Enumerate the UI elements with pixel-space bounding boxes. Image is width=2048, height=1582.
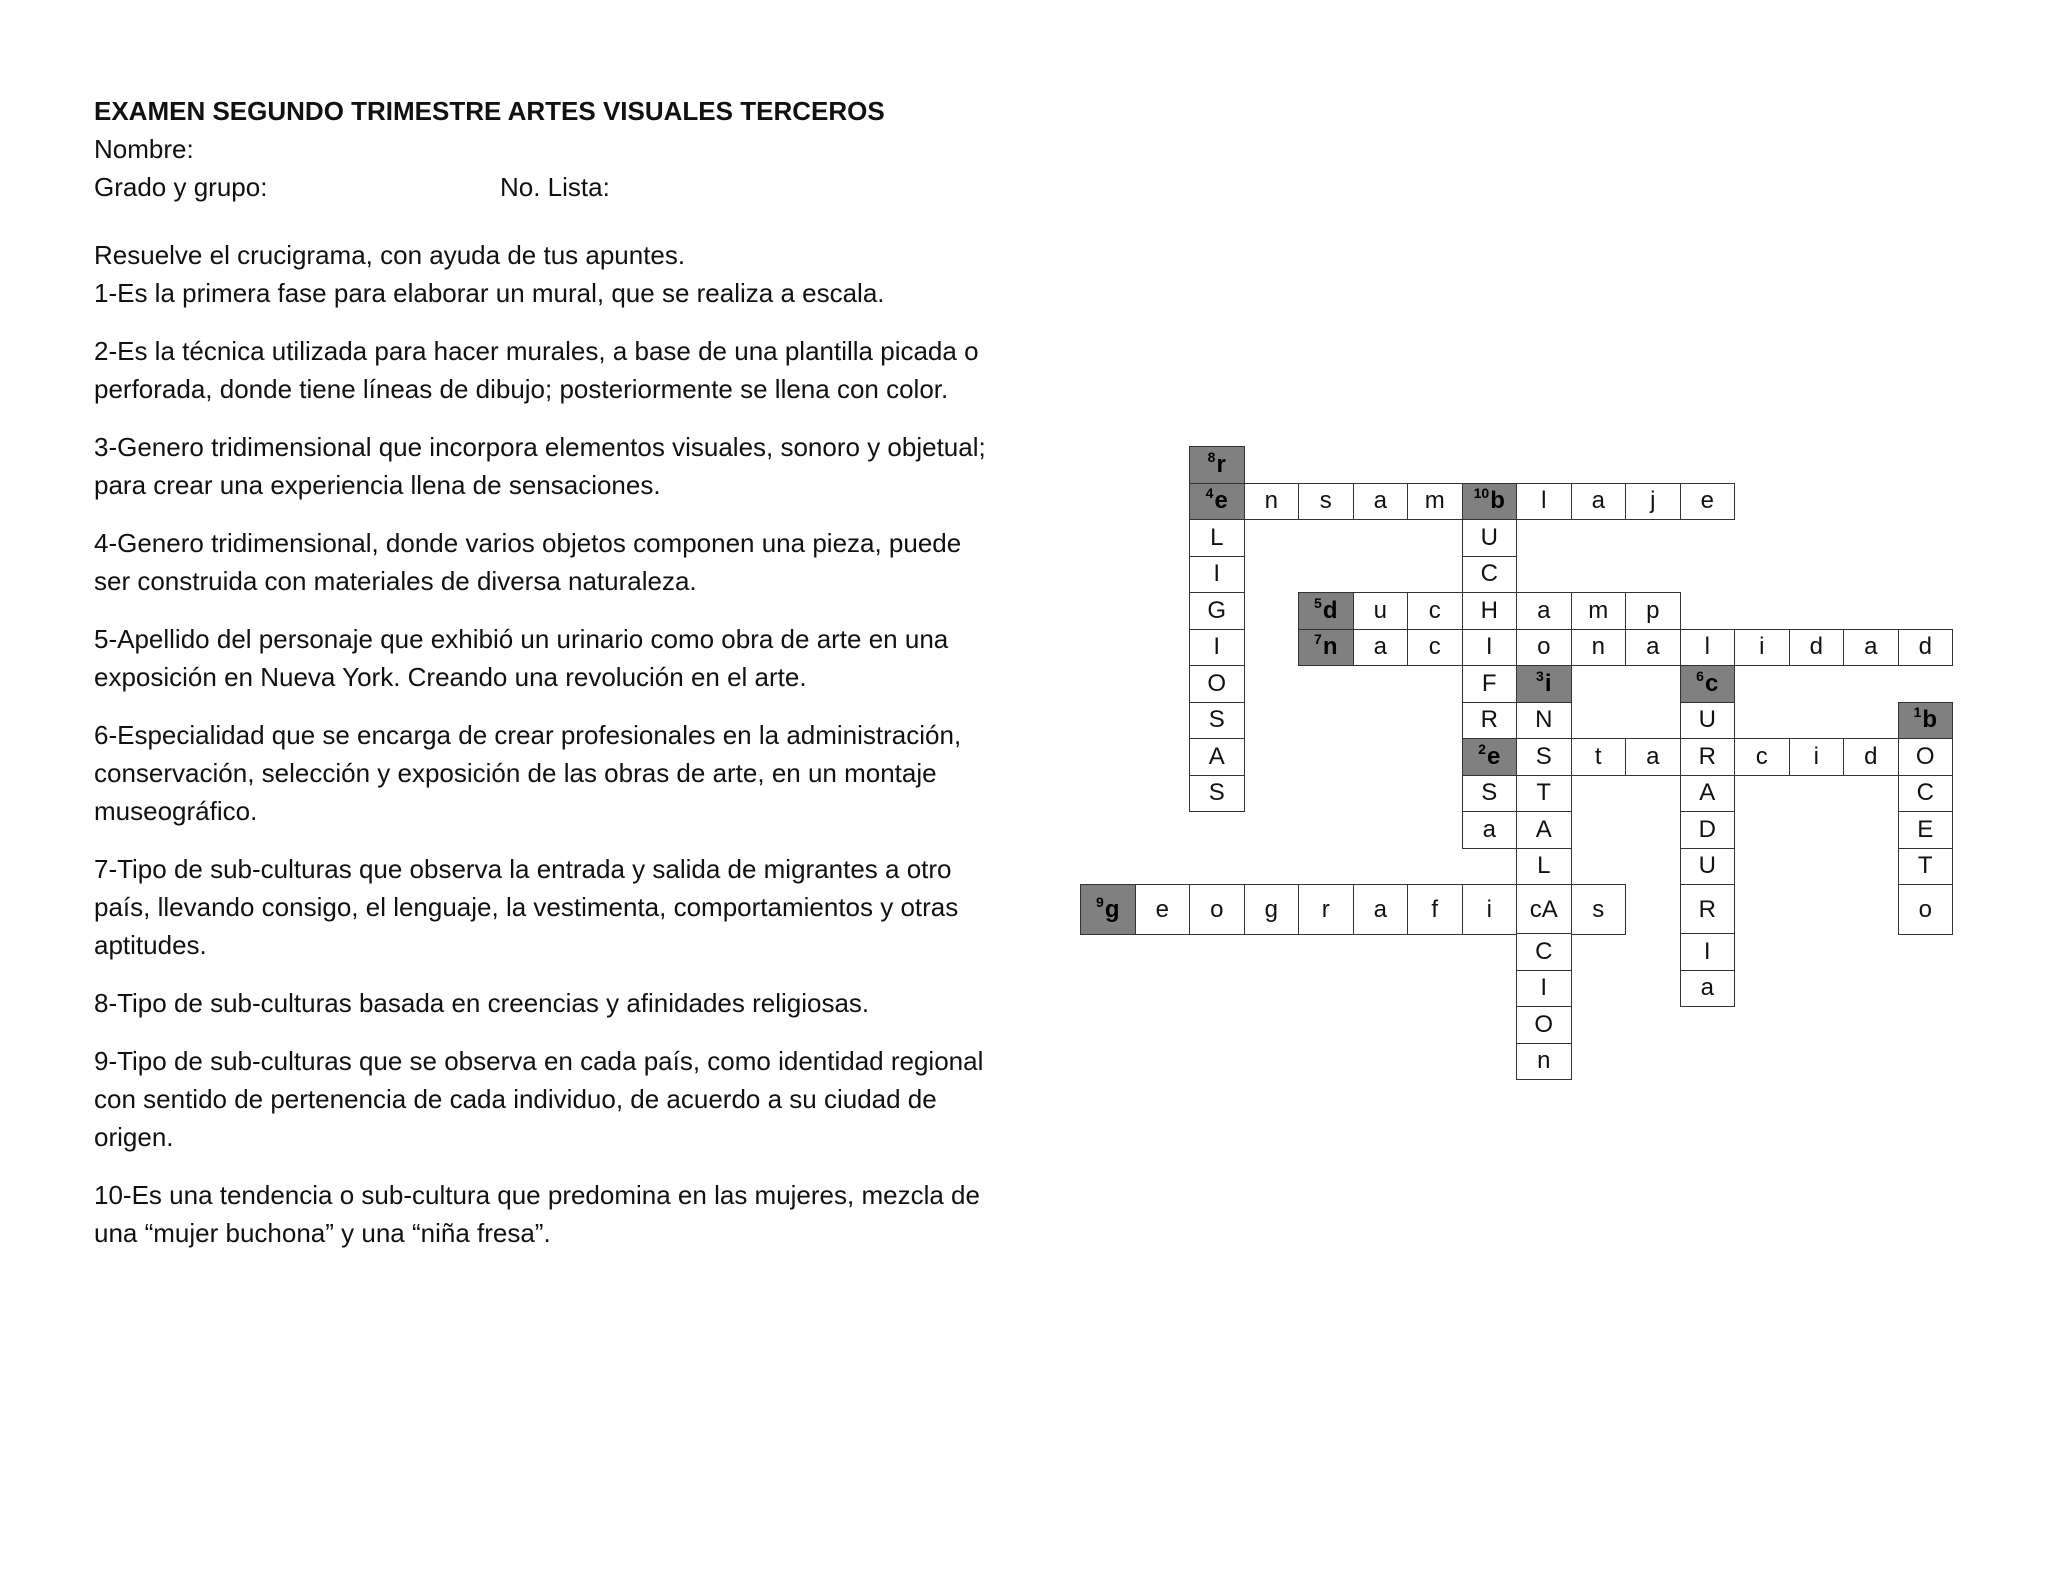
crossword-cell bbox=[1189, 519, 1245, 557]
clue-number: 7 bbox=[1314, 631, 1322, 648]
clue-number: 9 bbox=[1096, 893, 1104, 910]
cell-letter: o bbox=[1210, 895, 1224, 923]
cell-letter: j bbox=[1650, 487, 1656, 515]
crossword-cell bbox=[1516, 592, 1572, 630]
grade-row bbox=[94, 168, 994, 206]
crossword-cell bbox=[1462, 702, 1518, 740]
cell-letter: a bbox=[1864, 633, 1878, 661]
instructions: Resuelve el crucigrama, con ayuda de tus apuntes. bbox=[94, 240, 686, 270]
cell-letter: g bbox=[1104, 895, 1120, 923]
clue-number: 8 bbox=[1207, 448, 1216, 465]
crossword-cell bbox=[1843, 629, 1899, 667]
crossword-cell bbox=[1680, 884, 1736, 935]
cell-letter: e bbox=[1214, 487, 1228, 515]
name-label: Nombre: bbox=[94, 134, 194, 164]
cell-letter: n bbox=[1322, 633, 1338, 661]
cell-letter: cA bbox=[1529, 895, 1558, 923]
crossword-start-cell bbox=[1189, 483, 1245, 521]
crossword-cell bbox=[1298, 483, 1354, 521]
crossword-cell bbox=[1407, 629, 1463, 667]
crossword-cell bbox=[1680, 738, 1736, 776]
clue-number: 10 bbox=[1473, 485, 1490, 502]
cell-letter: D bbox=[1698, 815, 1716, 843]
cell-letter: O bbox=[1207, 669, 1227, 697]
crossword-start-cell bbox=[1462, 738, 1518, 776]
crossword-cell bbox=[1353, 483, 1409, 521]
cell-letter: I bbox=[1540, 974, 1548, 1002]
cell-letter: I bbox=[1485, 633, 1493, 661]
cell-letter: d bbox=[1918, 633, 1932, 661]
cell-letter: a bbox=[1646, 633, 1660, 661]
crossword-cell bbox=[1898, 775, 1954, 813]
crossword-cell bbox=[1898, 884, 1954, 935]
cell-letter: O bbox=[1534, 1010, 1554, 1038]
crossword-cell bbox=[1516, 738, 1572, 776]
cell-letter: a bbox=[1373, 895, 1387, 923]
clue-item: 10-Es una tendencia o sub-cultura que predomina en las mujeres, mezcla de una “mujer buchona” y una “niña fresa”. bbox=[94, 1180, 980, 1248]
crossword-cell bbox=[1680, 933, 1736, 971]
crossword-cell bbox=[1898, 629, 1954, 667]
crossword-cell bbox=[1571, 738, 1627, 776]
clue-item: 2-Es la técnica utilizada para hacer murales, a base de una plantilla picada o perforada, donde tiene líneas de dibujo; posteriormente se llena con color. bbox=[94, 336, 979, 404]
crossword-cell bbox=[1516, 775, 1572, 813]
crossword-cell bbox=[1462, 556, 1518, 594]
crossword-cell bbox=[1462, 775, 1518, 813]
crossword-cell bbox=[1189, 592, 1245, 630]
crossword-cell bbox=[1625, 629, 1681, 667]
exam-text-column bbox=[94, 92, 994, 1272]
crossword-cell bbox=[1189, 775, 1245, 813]
crossword-cell bbox=[1407, 592, 1463, 630]
cell-letter: I bbox=[1213, 633, 1221, 661]
crossword-start-cell bbox=[1462, 483, 1518, 521]
crossword-start-cell bbox=[1516, 665, 1572, 703]
cell-letter: n bbox=[1537, 1047, 1551, 1075]
cell-letter: r bbox=[1321, 895, 1330, 923]
crossword-cell bbox=[1680, 629, 1736, 667]
crossword-cell bbox=[1571, 483, 1627, 521]
crossword-cell bbox=[1407, 483, 1463, 521]
cell-letter: a bbox=[1482, 815, 1496, 843]
cell-letter: d bbox=[1809, 633, 1823, 661]
cell-letter: m bbox=[1424, 487, 1445, 515]
clue-list bbox=[94, 274, 994, 1252]
crossword-cell bbox=[1516, 1006, 1572, 1044]
cell-letter: c bbox=[1428, 596, 1441, 624]
cell-letter: a bbox=[1373, 487, 1387, 515]
crossword-cell bbox=[1516, 1043, 1572, 1081]
crossword-cell bbox=[1189, 665, 1245, 703]
crossword-cell bbox=[1244, 483, 1300, 521]
cell-letter: m bbox=[1588, 596, 1609, 624]
cell-letter: F bbox=[1481, 669, 1497, 697]
crossword-cell bbox=[1516, 933, 1572, 971]
clue-item: 5-Apellido del personaje que exhibió un urinario como obra de arte en una exposición en Nueva York. Creando una revolución en el arte. bbox=[94, 624, 949, 692]
crossword-cell bbox=[1189, 702, 1245, 740]
cell-letter: d bbox=[1864, 742, 1878, 770]
crossword-cell bbox=[1571, 884, 1627, 935]
crossword-cell bbox=[1571, 629, 1627, 667]
cell-letter: e bbox=[1700, 487, 1714, 515]
crossword-cell bbox=[1462, 811, 1518, 849]
cell-letter: L bbox=[1537, 852, 1551, 880]
crossword-cell bbox=[1680, 483, 1736, 521]
crossword-cell bbox=[1898, 848, 1954, 886]
cell-letter: s bbox=[1592, 895, 1605, 923]
crossword-cell bbox=[1680, 970, 1736, 1008]
crossword-cell bbox=[1680, 775, 1736, 813]
crossword-cell bbox=[1516, 884, 1572, 935]
exam-title: EXAMEN SEGUNDO TRIMESTRE ARTES VISUALES TERCEROS bbox=[94, 96, 885, 126]
cell-letter: S bbox=[1208, 706, 1225, 734]
crossword-cell bbox=[1189, 629, 1245, 667]
crossword-cell bbox=[1353, 629, 1409, 667]
cell-letter: a bbox=[1591, 487, 1605, 515]
cell-letter: N bbox=[1535, 706, 1553, 734]
crossword-cell bbox=[1516, 483, 1572, 521]
clue-item: 4-Genero tridimensional, donde varios objetos componen una pieza, puede ser construida con materiales de diversa naturaleza. bbox=[94, 528, 962, 596]
cell-letter: p bbox=[1646, 596, 1660, 624]
cell-letter: I bbox=[1213, 560, 1221, 588]
cell-letter: r bbox=[1216, 450, 1226, 478]
clue-item: 6-Especialidad que se encarga de crear profesionales en la administración, conservación, selección y exposición de las obras de arte, en un montaje museográfico. bbox=[94, 720, 962, 826]
cell-letter: R bbox=[1698, 895, 1716, 923]
cell-letter: U bbox=[1698, 852, 1716, 880]
list-number-label: No. Lista: bbox=[500, 172, 610, 202]
crossword-start-cell bbox=[1298, 629, 1354, 667]
cell-letter: R bbox=[1480, 706, 1498, 734]
crossword-start-cell bbox=[1080, 884, 1136, 935]
cell-letter: U bbox=[1480, 523, 1498, 551]
cell-letter: a bbox=[1537, 596, 1551, 624]
cell-letter: I bbox=[1703, 937, 1711, 965]
crossword-cell bbox=[1244, 884, 1300, 935]
crossword-cell bbox=[1189, 884, 1245, 935]
cell-letter: n bbox=[1264, 487, 1278, 515]
cell-letter: T bbox=[1536, 779, 1552, 807]
crossword-cell bbox=[1298, 884, 1354, 935]
cell-letter: H bbox=[1480, 596, 1498, 624]
crossword-cell bbox=[1789, 738, 1845, 776]
cell-letter: A bbox=[1208, 742, 1225, 770]
cell-letter: U bbox=[1698, 706, 1716, 734]
cell-letter: i bbox=[1813, 742, 1819, 770]
crossword-cell bbox=[1734, 629, 1790, 667]
crossword-cell bbox=[1516, 702, 1572, 740]
cell-letter: d bbox=[1322, 596, 1338, 624]
crossword-cell bbox=[1680, 811, 1736, 849]
crossword-cell bbox=[1189, 738, 1245, 776]
crossword-cell bbox=[1625, 592, 1681, 630]
cell-letter: C bbox=[1535, 937, 1553, 965]
clue-number: 2 bbox=[1478, 740, 1486, 757]
crossword-cell bbox=[1625, 483, 1681, 521]
cell-letter: u bbox=[1373, 596, 1387, 624]
clue-number: 5 bbox=[1314, 594, 1322, 611]
cell-letter: t bbox=[1594, 742, 1602, 770]
cell-letter: b bbox=[1490, 487, 1505, 515]
cell-letter: s bbox=[1319, 487, 1332, 515]
cell-letter: l bbox=[1541, 487, 1547, 515]
crossword-cell bbox=[1789, 629, 1845, 667]
crossword-start-cell bbox=[1898, 702, 1954, 740]
crossword-cell bbox=[1407, 884, 1463, 935]
cell-letter: o bbox=[1918, 895, 1932, 923]
clue-number: 3 bbox=[1536, 667, 1544, 684]
clue-item: 8-Tipo de sub-culturas basada en creencias y afinidades religiosas. bbox=[94, 988, 870, 1018]
crossword-cell bbox=[1843, 738, 1899, 776]
crossword-start-cell bbox=[1680, 665, 1736, 703]
cell-letter: g bbox=[1264, 895, 1278, 923]
cell-letter: C bbox=[1480, 560, 1498, 588]
grade-group-label: Grado y grupo: bbox=[94, 172, 268, 202]
clue-item: 9-Tipo de sub-culturas que se observa en cada país, como identidad regional con sentido de pertenencia de cada individuo, de acuerdo a su ciudad de origen. bbox=[94, 1046, 984, 1152]
cell-letter: c bbox=[1704, 669, 1719, 697]
cell-letter: O bbox=[1915, 742, 1935, 770]
clue-number: 1 bbox=[1913, 704, 1922, 721]
crossword-start-cell bbox=[1298, 592, 1354, 630]
clue-item: 7-Tipo de sub-culturas que observa la entrada y salida de migrantes a otro país, llevando consigo, el lenguaje, la vestimenta, comportamientos y otras aptitudes. bbox=[94, 854, 959, 960]
cell-letter: i bbox=[1759, 633, 1765, 661]
cell-letter: a bbox=[1646, 742, 1660, 770]
crossword-cell bbox=[1462, 519, 1518, 557]
crossword-cell bbox=[1462, 884, 1518, 935]
cell-letter: c bbox=[1755, 742, 1768, 770]
cell-letter: S bbox=[1535, 742, 1552, 770]
crossword-cell bbox=[1462, 665, 1518, 703]
crossword-cell bbox=[1516, 848, 1572, 886]
cell-letter: S bbox=[1481, 779, 1498, 807]
cell-letter: A bbox=[1535, 815, 1552, 843]
clue-item: 3-Genero tridimensional que incorpora elementos visuales, sonoro y objetual; para crear una experiencia llena de sensaciones. bbox=[94, 432, 986, 500]
cell-letter: R bbox=[1698, 742, 1716, 770]
cell-letter: o bbox=[1537, 633, 1551, 661]
crossword-cell bbox=[1462, 629, 1518, 667]
cell-letter: e bbox=[1155, 895, 1169, 923]
crossword-cell bbox=[1898, 811, 1954, 849]
crossword-cell bbox=[1680, 702, 1736, 740]
cell-letter: C bbox=[1916, 779, 1934, 807]
cell-letter: f bbox=[1431, 895, 1439, 923]
cell-letter: A bbox=[1699, 779, 1716, 807]
crossword-start-cell bbox=[1189, 446, 1245, 484]
crossword-cell bbox=[1898, 738, 1954, 776]
crossword-cell bbox=[1516, 970, 1572, 1008]
crossword-cell bbox=[1516, 629, 1572, 667]
cell-letter: a bbox=[1373, 633, 1387, 661]
crossword-cell bbox=[1571, 592, 1627, 630]
cell-letter: i bbox=[1544, 669, 1552, 697]
crossword-cell bbox=[1516, 811, 1572, 849]
cell-letter: l bbox=[1704, 633, 1710, 661]
clue-item: 1-Es la primera fase para elaborar un mural, que se realiza a escala. bbox=[94, 278, 885, 308]
cell-letter: E bbox=[1917, 815, 1934, 843]
crossword-cell bbox=[1625, 738, 1681, 776]
cell-letter: b bbox=[1922, 706, 1937, 734]
cell-letter: c bbox=[1428, 633, 1441, 661]
clue-number: 6 bbox=[1696, 667, 1704, 684]
cell-letter: G bbox=[1207, 596, 1227, 624]
crossword-cell bbox=[1135, 884, 1191, 935]
cell-letter: L bbox=[1210, 523, 1224, 551]
crossword-cell bbox=[1462, 592, 1518, 630]
crossword-cell bbox=[1353, 592, 1409, 630]
crossword-cell bbox=[1189, 556, 1245, 594]
cell-letter: S bbox=[1208, 779, 1225, 807]
crossword-cell bbox=[1353, 884, 1409, 935]
crossword-cell bbox=[1680, 848, 1736, 886]
cell-letter: e bbox=[1486, 742, 1501, 770]
cell-letter: T bbox=[1917, 852, 1933, 880]
crossword-cell bbox=[1734, 738, 1790, 776]
cell-letter: i bbox=[1486, 895, 1492, 923]
cell-letter: n bbox=[1591, 633, 1605, 661]
cell-letter: a bbox=[1700, 974, 1714, 1002]
clue-number: 4 bbox=[1205, 485, 1214, 502]
